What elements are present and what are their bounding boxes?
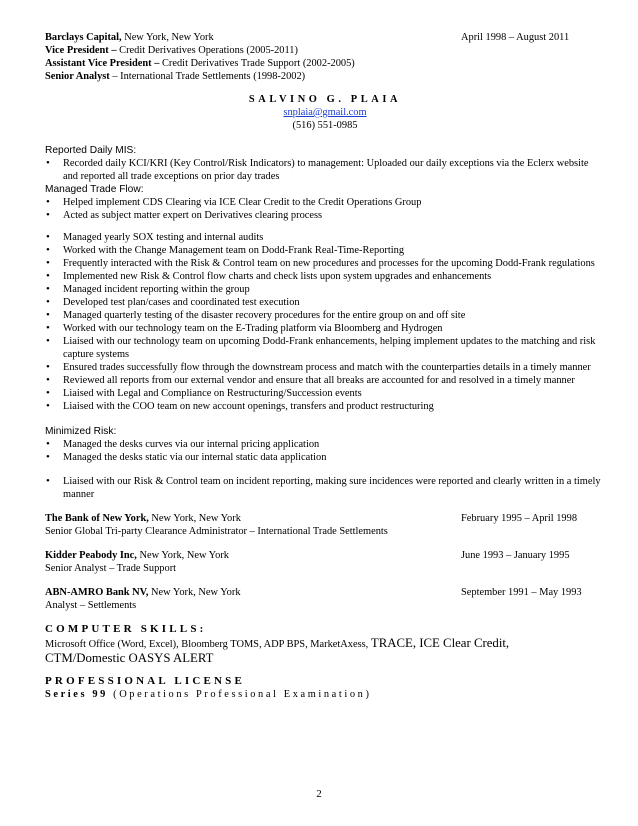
- list-item: • Liaised with our Risk & Control team on incident reporting, making sure incidences were reported and clearly written in a timely manner: [45, 475, 605, 501]
- job-entry: [45, 586, 605, 612]
- role-title: Assistant Vice President –: [45, 58, 160, 69]
- skills-heading: COMPUTER SKILLS:: [45, 623, 207, 635]
- reported-mis-list: [45, 157, 605, 183]
- barclays-location: New York, New York: [121, 32, 214, 43]
- job-company-line: [45, 512, 241, 525]
- license-heading: PROFESSIONAL LICENSE: [45, 675, 246, 687]
- list-item: • Ensured trades successfully flow through the downstream process and match with the counterparties details in a timely manner: [45, 361, 605, 374]
- role-title: Vice President –: [45, 45, 117, 56]
- role-line: [45, 44, 605, 57]
- skills-line-2: CTM/Domestic OASYS ALERT: [45, 651, 214, 665]
- skills-line-big: TRACE, ICE Clear Credit,: [370, 636, 510, 650]
- list-item: • Managed the desks static via our internal static data application: [45, 451, 605, 464]
- minimized-risk-list: [45, 438, 605, 464]
- list-item: • Worked with the Change Management team on Dodd-Frank Real-Time-Reporting: [45, 244, 605, 257]
- job-header-row: [45, 512, 605, 525]
- list-item: • Reviewed all reports from our external vendor and ensure that all breaks are accounted for and resolved in a timely manner: [45, 374, 605, 387]
- responsibilities-list: [45, 231, 605, 413]
- list-item: • Recorded daily KCI/KRI (Key Control/Risk Indicators) to management: Uploaded our daily exceptions via the Eclerx website and reported all trade exceptions on prior day trades: [45, 157, 605, 183]
- job-company: The Bank of New York,: [45, 513, 149, 524]
- role-detail: – International Trade Settlements (1998-2002): [109, 71, 306, 82]
- list-item: • Managed quarterly testing of the disaster recovery procedures for the entire group on and off site: [45, 309, 605, 322]
- job-entry: [45, 512, 605, 538]
- barclays-date: April 1998 – August 2011: [461, 32, 570, 43]
- page-number: 2: [316, 788, 322, 800]
- managed-flow-label: Managed Trade Flow:: [45, 184, 144, 195]
- list-item: • Worked with our technology team on the E-Trading platform via Bloomberg and Hydrogen: [45, 322, 605, 335]
- reported-mis-label: Reported Daily MIS:: [45, 145, 137, 156]
- role-line: [45, 57, 605, 70]
- barclays-company: Barclays Capital,: [45, 32, 122, 43]
- job-title: Analyst – Settlements: [45, 600, 137, 611]
- phone-number: (516) 551-0985: [292, 120, 358, 131]
- skills-line-small: Microsoft Office (Word, Excel), Bloomberg TOMS, ADP BPS, MarketAxess,: [45, 639, 371, 650]
- list-item: • Liaised with our technology team on upcoming Dodd-Frank enhancements, helping implement updates to the matching and risk capture systems: [45, 335, 605, 361]
- job-location: New York, New York: [148, 587, 241, 598]
- list-item: • Managed the desks curves via our internal pricing application: [45, 438, 605, 451]
- email-link[interactable]: snplaia@gmail.com: [283, 107, 367, 118]
- job-company: Kidder Peabody Inc,: [45, 550, 137, 561]
- license-line: [45, 688, 605, 701]
- job-title: Senior Analyst – Trade Support: [45, 563, 177, 574]
- job-header-row: [45, 549, 605, 562]
- list-item: • Managed yearly SOX testing and internal audits: [45, 231, 605, 244]
- list-item: • Helped implement CDS Clearing via ICE Clear Credit to the Credit Operations Group: [45, 196, 605, 209]
- managed-flow-list: [45, 196, 605, 222]
- candidate-name: SALVINO G. PLAIA: [248, 94, 402, 105]
- license-series: Series 99: [45, 689, 108, 700]
- job-date: June 1993 – January 1995: [461, 550, 570, 561]
- resume-page: [45, 31, 605, 701]
- barclays-company-line: [45, 31, 214, 44]
- incident-list: [45, 475, 605, 501]
- job-location: New York, New York: [148, 513, 241, 524]
- job-company-line: [45, 586, 241, 599]
- list-item: • Developed test plan/cases and coordinated test execution: [45, 296, 605, 309]
- barclays-header-row: [45, 31, 605, 44]
- role-title: Senior Analyst: [45, 71, 110, 82]
- license-section: [45, 675, 605, 701]
- contact-header: [45, 93, 605, 132]
- job-entry: [45, 549, 605, 575]
- role-detail: Credit Derivatives Trade Support (2002-2005): [159, 58, 355, 69]
- job-header-row: [45, 586, 605, 599]
- job-location: New York, New York: [136, 550, 229, 561]
- skills-section: [45, 623, 605, 666]
- list-item: • Liaised with the COO team on new account openings, transfers and product restructuring: [45, 400, 605, 413]
- skills-line: [45, 636, 605, 651]
- barclays-block: [45, 31, 605, 83]
- list-item: • Acted as subject matter expert on Derivatives clearing process: [45, 209, 605, 222]
- list-item: • Frequently interacted with the Risk & Control team on new procedures and processes for the upcoming Dodd-Frank regulations: [45, 257, 605, 270]
- job-company: ABN-AMRO Bank NV,: [45, 587, 149, 598]
- list-item: • Implemented new Risk & Control flow charts and check lists upon system upgrades and enhancements: [45, 270, 605, 283]
- list-item: • Liaised with Legal and Compliance on Restructuring/Succession events: [45, 387, 605, 400]
- minimized-risk-label: Minimized Risk:: [45, 426, 117, 437]
- role-line: [45, 70, 605, 83]
- job-date: February 1995 – April 1998: [461, 513, 578, 524]
- job-date: September 1991 – May 1993: [461, 587, 582, 598]
- job-title: Senior Global Tri-party Clearance Administrator – International Trade Settlements: [45, 526, 388, 537]
- list-item: • Managed incident reporting within the group: [45, 283, 605, 296]
- license-desc: (Operations Professional Examination): [107, 689, 372, 700]
- role-detail: Credit Derivatives Operations (2005-2011): [116, 45, 298, 56]
- job-company-line: [45, 549, 229, 562]
